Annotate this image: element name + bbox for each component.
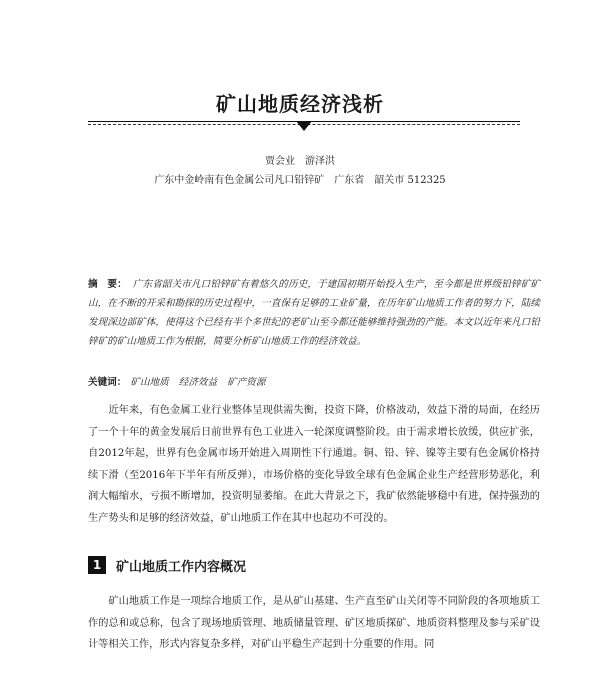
keyword: 经济效益 — [178, 377, 218, 388]
body-paragraph-section1: 矿山地质工作是一项综合地质工作，是从矿山基建、生产直至矿山关闭等不同阶段的各项地质工作的总和或总称，包含了现场地质管理、地质储量管理、矿区地质探矿、地质资料整理及参与采矿设计等相关工作，形式内容复杂多样，对矿山平稳生产起到十分重要的作用。同 — [88, 596, 540, 650]
keyword: 矿产资源 — [227, 377, 266, 388]
abstract-text: 广东省韶关市凡口铅锌矿有着悠久的历史，于建国初期开始投入生产，至今都是世界级铅锌矿矿山，在不断的开采和勘探的历史过程中，一直保有足够的工业矿量，在历年矿山地质工作者的努力下，陆续发现深边部矿体，使得这个已经有半个多世纪的老矿山至今都还能够维持强劲的产能。本文以近年来凡口铅锌矿的矿山地质工作为根据，简要分析矿山地质工作的经济效益。 — [88, 279, 541, 347]
abstract — [88, 275, 540, 351]
author-affiliation: 广东中金岭南有色金属公司凡口铅锌矿 广东省 韶关市 512325 — [154, 175, 446, 186]
keyword: 矿山地质 — [130, 377, 169, 388]
divider-arrow-icon — [296, 121, 312, 131]
body-paragraph-intro: 近年来，有色金属工业行业整体呈现供需失衡，投资下降，价格波动，效益下滑的局面，在经历了一个十年的黄金发展后日前世界有色工业进入一轮深度调整阶段。由于需求增长放缓，供应扩张，自2012年起，世界有色金属市场开始进入周期性下行通道。铜、铅、锌、镍等主要有色金属价格持续下滑（至2016年下半年有所反弹），市场价格的变化导致全球有色金属企业生产经营形势恶化，利润大幅缩水，亏损不断增加，投资明显萎缩。在此大背景之下，我矿依然能够稳中有进，保持强劲的生产势头和足够的经济效益，矿山地质工作在其中也起功不可没的。 — [88, 405, 540, 524]
section-title: 矿山地质工作内容概况 — [116, 559, 247, 575]
keywords — [88, 374, 540, 388]
section-heading — [88, 555, 246, 575]
abstract-label: 摘 要： — [88, 279, 127, 290]
section-number-badge: 1 — [88, 556, 106, 574]
keywords-label: 关键词： — [88, 377, 127, 388]
paper-title: 矿山地质经济浅析 — [216, 92, 384, 116]
author-list: 贾会业 游泽洪 — [265, 156, 335, 167]
